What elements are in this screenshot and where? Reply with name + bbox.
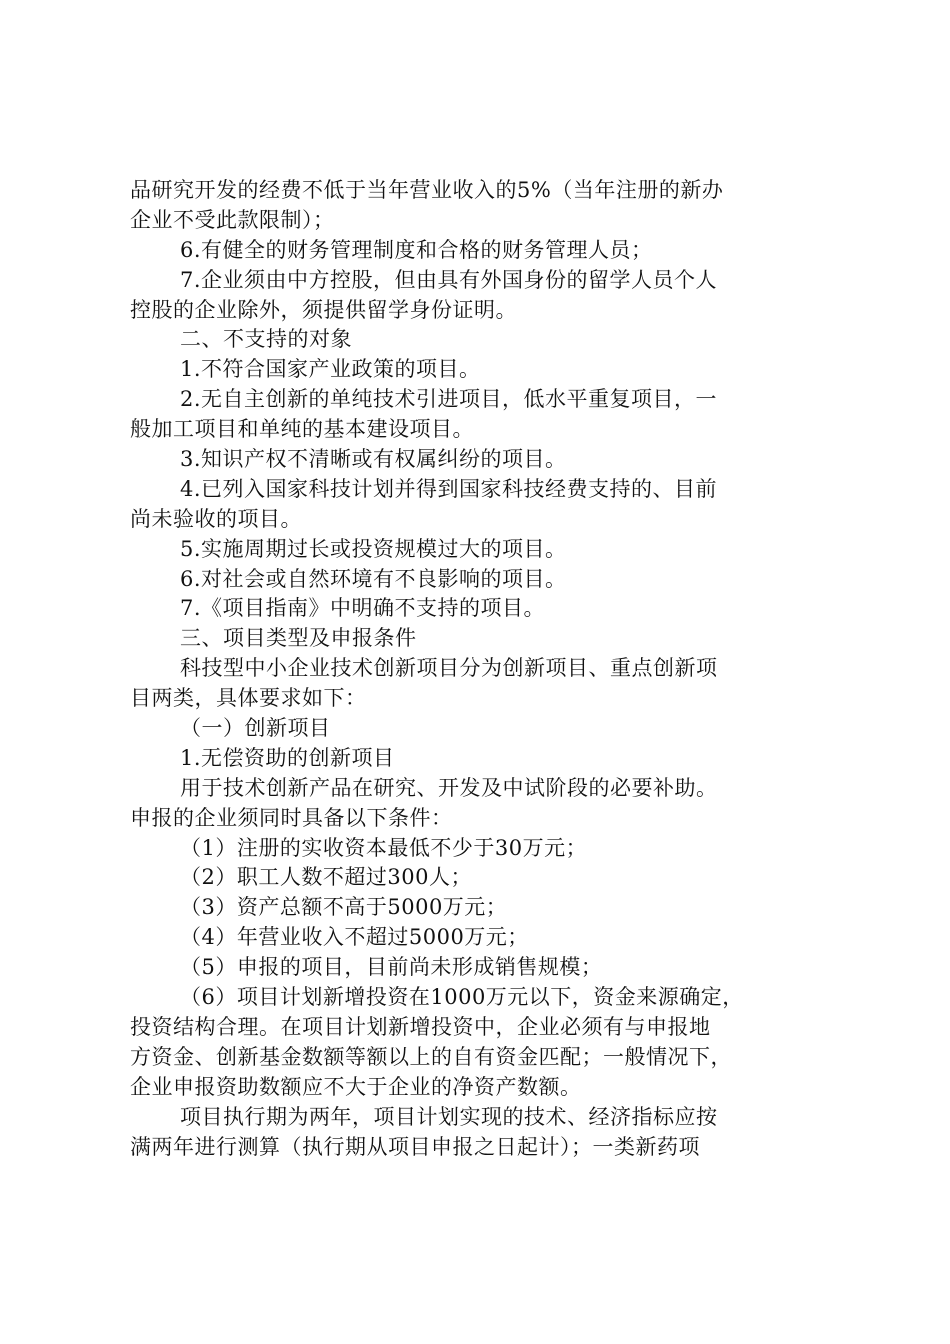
text-line: 投资结构合理。在项目计划新增投资中，企业必须有与申报地: [130, 1014, 711, 1039]
text-line: 1.不符合国家产业政策的项目。: [180, 357, 481, 382]
text-line: （6）项目计划新增投资在1000万元以下，资金来源确定，: [180, 985, 744, 1010]
text-line: 科技型中小企业技术创新项目分为创新项目、重点创新项: [180, 656, 718, 681]
text-line: 控股的企业除外，须提供留学身份证明。: [130, 297, 517, 322]
text-line: 三、项目类型及申报条件: [180, 626, 417, 651]
text-line: 6.有健全的财务管理制度和合格的财务管理人员；: [180, 237, 653, 262]
text-line: 5.实施周期过长或投资规模过大的项目。: [180, 536, 567, 561]
text-line: （1）注册的实收资本最低不少于30万元；: [180, 835, 588, 860]
text-line: 项目执行期为两年，项目计划实现的技术、经济指标应按: [180, 1104, 718, 1129]
text-line: （5）申报的项目，目前尚未形成销售规模；: [180, 955, 603, 980]
text-line: 申报的企业须同时具备以下条件：: [130, 805, 453, 830]
text-line: 品研究开发的经费不低于当年营业收入的5%（当年注册的新办: [130, 178, 724, 202]
text-line: 用于技术创新产品在研究、开发及中试阶段的必要补助。: [180, 775, 718, 800]
text-line: 尚未验收的项目。: [130, 506, 302, 531]
text-line: 7.企业须由中方控股，但由具有外国身份的留学人员个人: [180, 267, 718, 292]
text-line: 3.知识产权不清晰或有权属纠纷的项目。: [180, 447, 567, 472]
document-body: [130, 176, 840, 1162]
text-line: （一）创新项目: [180, 716, 331, 741]
text-line: 2.无自主创新的单纯技术引进项目，低水平重复项目，一: [180, 387, 718, 412]
text-line: 企业不受此款限制）；: [130, 207, 335, 232]
text-line: 般加工项目和单纯的基本建设项目。: [130, 417, 474, 442]
text-line: 6.对社会或自然环境有不良影响的项目。: [180, 566, 567, 591]
text-line: 1.无偿资助的创新项目: [180, 745, 395, 770]
text-line: 满两年进行测算（执行期从项目申报之日起计）；一类新药项: [130, 1134, 700, 1159]
text-line: （4）年营业收入不超过5000万元；: [180, 925, 529, 950]
text-line: 目两类，具体要求如下：: [130, 686, 367, 711]
text-line: 7.《项目指南》中明确不支持的项目。: [180, 596, 546, 621]
text-line: 企业申报资助数额应不大于企业的净资产数额。: [130, 1074, 582, 1099]
text-line: 4.已列入国家科技计划并得到国家科技经费支持的、目前: [180, 476, 718, 501]
text-line: （2）职工人数不超过300人；: [180, 865, 472, 890]
text-line: 二、不支持的对象: [180, 327, 352, 352]
text-line: 方资金、创新基金数额等额以上的自有资金匹配；一般情况下，: [130, 1044, 732, 1069]
text-line: （3）资产总额不高于5000万元；: [180, 895, 508, 920]
